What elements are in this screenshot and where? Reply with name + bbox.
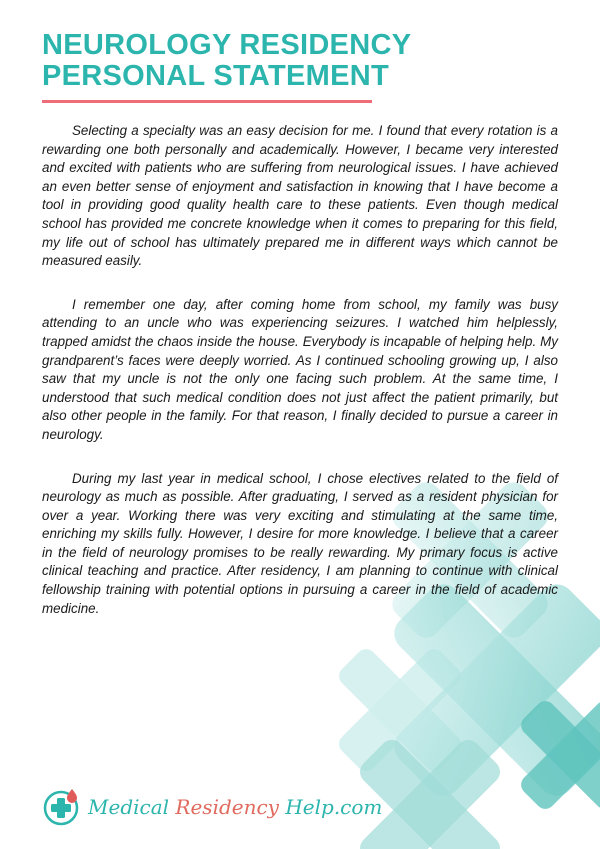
paragraph: I remember one day, after coming home from school, my family was busy attending to an uncle who was experiencing seizures. I watched him helplessly, trapped amidst the chaos inside the house. Everybody is incapable of helping help. My grandparent’s faces were deeply worried. As I continued schooling growing up, I also saw that my uncle is not the only one facing such problem. At the same time, I understood that such medical condition does not just affect the patient primarily, but also other people in the family. For that reason, I finally decided to pursue a career in neurology. [42, 296, 558, 442]
paragraph: Selecting a specialty was an easy decision for me. I found that every rotation is a rewarding one both personally and academically. However, I became very interested and excited with patients who are suffering from neurological issues. I have achieved an even better sense of enjoyment and satisfaction in knowing that I have become a tool in providing good quality health care to these patients. Even though medical school has provided me concrete knowledge when it comes to preparing for this field, my life out of school has ultimately prepared me in different ways which cannot be measured easily. [42, 123, 558, 269]
medical-cross-icon [42, 787, 82, 827]
paragraph: During my last year in medical school, I chose electives related to the field of neurology as much as possible. After graduating, I served as a resident physician for over a year. Working there was very exciting and stimulating at the same time, enriching my skills fully. However, I desire for more knowledge. I believe that a career in the field of neurology promises to be really rewarding. My primary focus is active clinical teaching and practice. After residency, I am planning to continue with clinical fellowship training with potential options in pursuing a career in the field of academic medicine. [42, 470, 558, 616]
page-title [42, 30, 562, 92]
brand-name [88, 795, 382, 819]
title-line-1: NEUROLOGY RESIDENCY [42, 29, 412, 61]
title-line-2: PERSONAL STATEMENT [42, 60, 389, 92]
brand-part-medical: Medical [88, 795, 176, 819]
brand-footer[interactable] [42, 787, 382, 827]
brand-part-help: Help.com [285, 795, 383, 819]
brand-part-residency: Residency [175, 795, 286, 819]
statement-body [42, 122, 558, 643]
title-underline [42, 100, 372, 103]
